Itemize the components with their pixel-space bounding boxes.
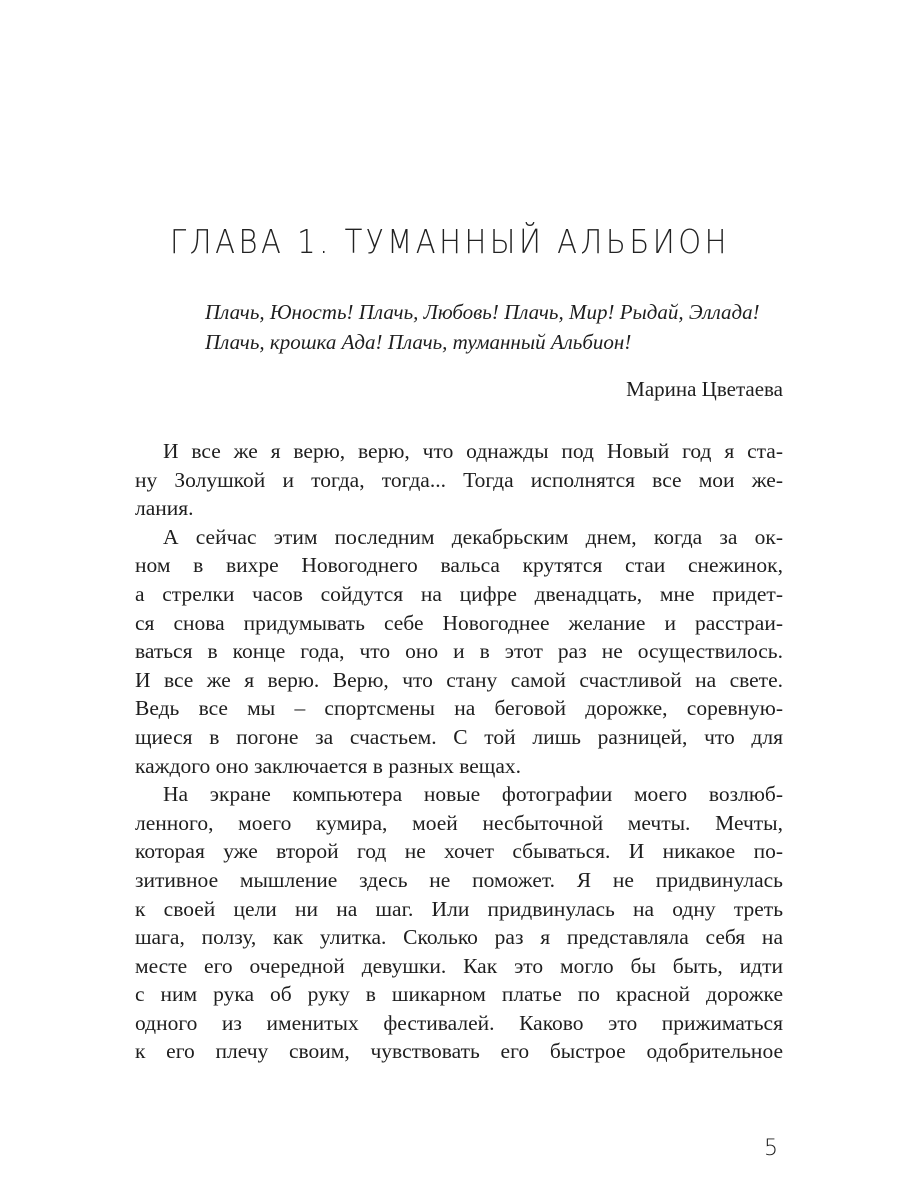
text-line: одного из именитых фестивалей. Каково это прижиматься (135, 1010, 783, 1035)
text-line: И все же я верю. Верю, что стану самой счастливой на свете. (135, 667, 783, 692)
text-line: каждого оно заключается в разных вещах. (135, 753, 521, 778)
text-line: Ведь все мы – спортсмены на беговой дорожке, соревную- (135, 696, 783, 721)
text-line: а стрелки часов сойдутся на цифре двенадцать, мне придет- (135, 581, 783, 606)
text-line: ся снова придумывать себе Новогоднее желание и расстраи- (135, 610, 783, 635)
text-line: зитивное мышление здесь не поможет. Я не придвинулась (135, 867, 783, 892)
body-text (135, 437, 783, 1066)
epigraph-line: Плачь, крошка Ада! Плачь, туманный Альбион! (205, 330, 632, 354)
text-line: ном в вихре Новогоднего вальса крутятся стаи снежинок, (135, 553, 783, 578)
text-line: ну Золушкой и тогда, тогда... Тогда исполнятся все мои же- (135, 467, 783, 492)
text-line: И все же я верю, верю, что однажды под Новый год я ста- (163, 439, 783, 463)
epigraph-line: Плачь, Юность! Плачь, Любовь! Плачь, Мир! Рыдай, Эллада! (205, 300, 760, 324)
chapter-title: ГЛАВА 1. ТУМАННЫЙ АЛЬБИОН (170, 222, 730, 261)
text-line: которая уже второй год не хочет сбываться. И никакое по- (135, 839, 783, 864)
text-line: месте его очередной девушки. Как это могло бы быть, идти (135, 953, 783, 978)
text-line: А сейчас этим последним декабрьским днем, когда за ок- (163, 524, 783, 549)
epigraph-author: Марина Цветаева (626, 377, 783, 401)
page-number: 5 (764, 1136, 778, 1161)
text-line: с ним рука об руку в шикарном платье по красной дорожке (135, 982, 783, 1007)
text-line: ваться в конце года, что оно и в этот раз не осуществилось. (135, 639, 783, 664)
text-line: щиеся в погоне за счастьем. С той лишь разницей, что для (135, 724, 783, 749)
text-line: На экране компьютера новые фотографии моего возлюб- (163, 782, 783, 807)
text-line: к его плечу своим, чувствовать его быстрое одобрительное (135, 1039, 783, 1064)
text-line: ленного, моего кумира, моей несбыточной мечты. Мечты, (135, 810, 783, 835)
text-line: к своей цели ни на шаг. Или придвинулась на одну треть (135, 896, 783, 921)
text-line: шага, ползу, как улитка. Сколько раз я представляла себя на (135, 925, 783, 950)
text-line: лания. (135, 496, 194, 521)
